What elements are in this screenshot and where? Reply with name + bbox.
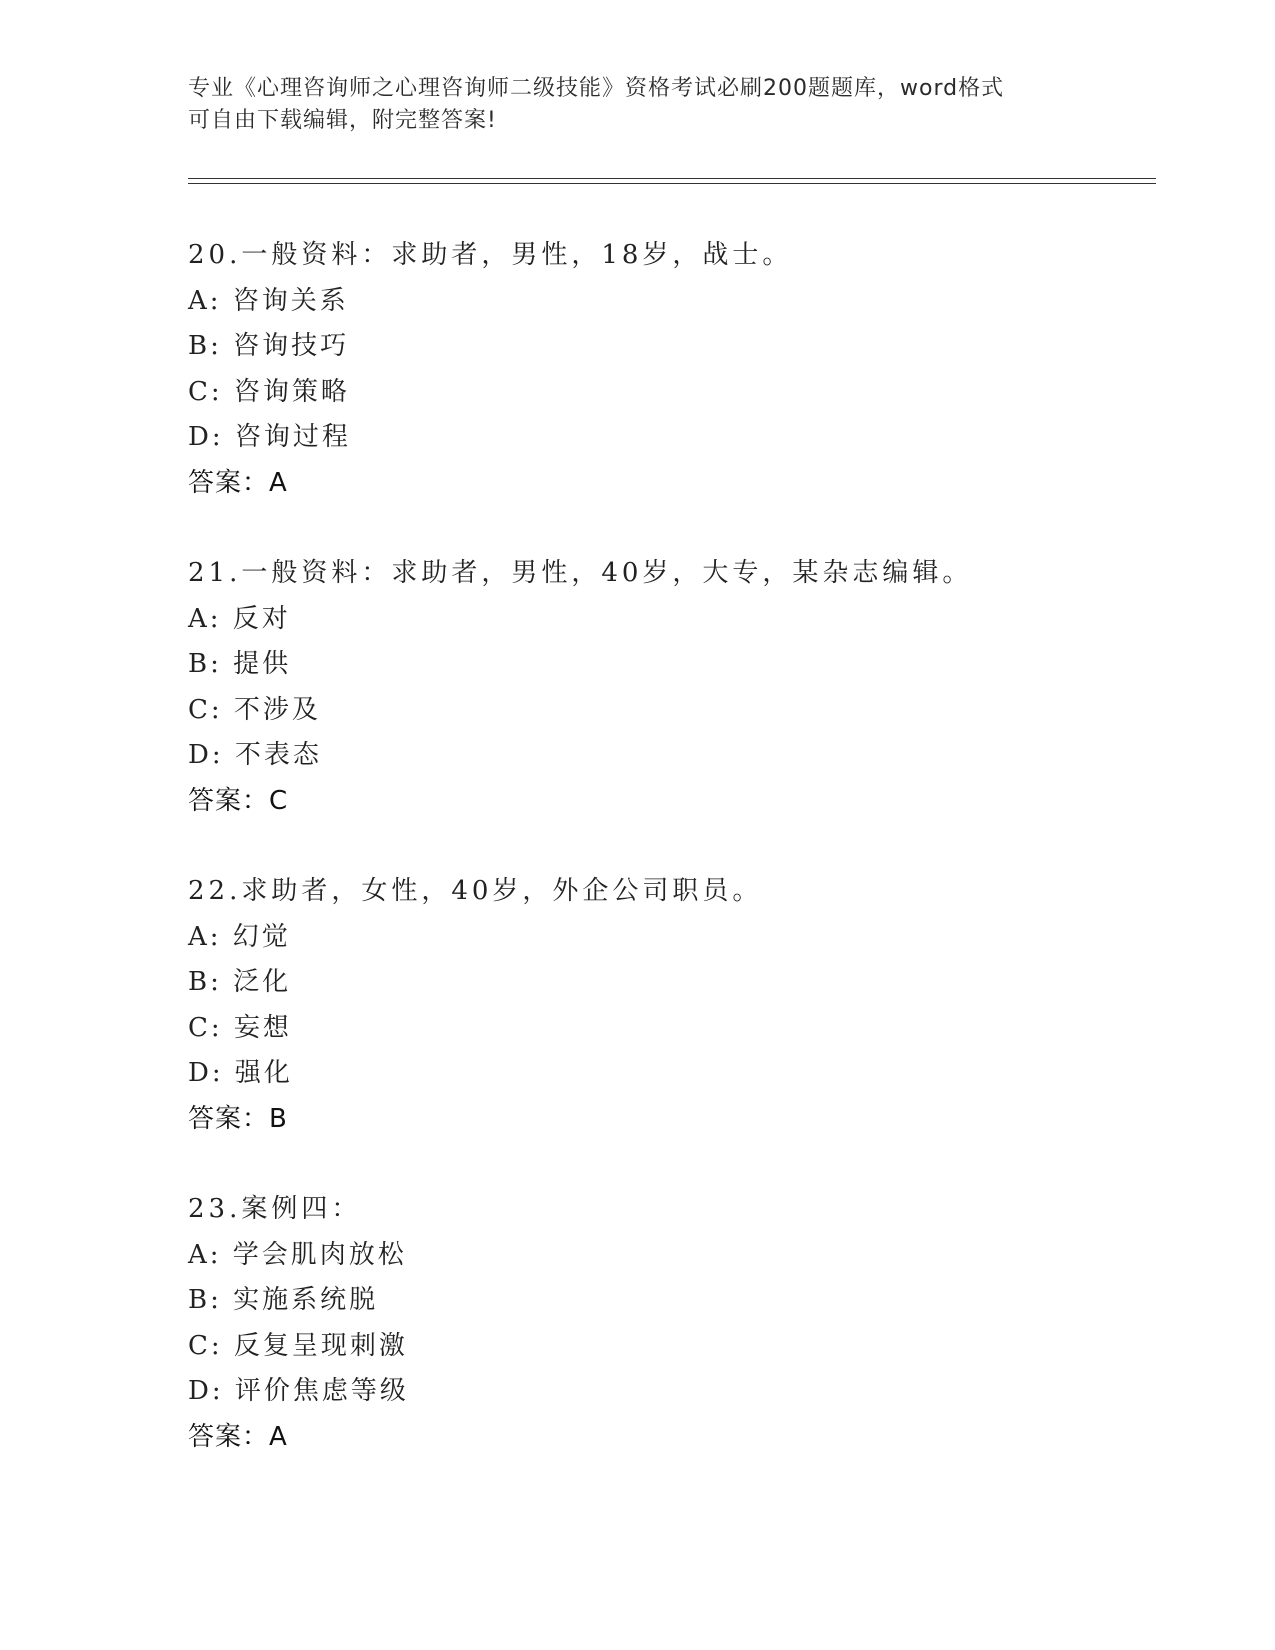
option-b: B: 提供 bbox=[188, 649, 292, 679]
question-title: 22.求助者，女性，40岁，外企公司职员。 bbox=[188, 876, 763, 906]
option-c: C: 妄想 bbox=[188, 1012, 292, 1043]
option-d: D: 咨询过程 bbox=[188, 422, 351, 452]
answer-label: 答案：A bbox=[188, 467, 288, 498]
answer-label: 答案：C bbox=[188, 785, 289, 816]
option-d: D: 评价焦虑等级 bbox=[188, 1376, 409, 1406]
question-block bbox=[188, 1187, 1148, 1460]
question-title: 23.案例四： bbox=[188, 1194, 362, 1224]
header-divider-bottom bbox=[188, 183, 1156, 184]
answer-label: 答案：A bbox=[188, 1421, 288, 1452]
option-c: C: 反复呈现刺激 bbox=[188, 1330, 408, 1361]
option-a: A: 幻觉 bbox=[188, 921, 291, 952]
question-title: 21.一般资料：求助者，男性，40岁，大专，某杂志编辑。 bbox=[188, 558, 973, 588]
header-divider-top bbox=[188, 178, 1156, 179]
option-b: B: 泛化 bbox=[188, 967, 292, 997]
header-line-1: 专业《心理咨询师之心理咨询师二级技能》资格考试必刷200题题库，word格式 bbox=[188, 76, 1005, 101]
option-b: B: 咨询技巧 bbox=[188, 331, 350, 361]
option-d: D: 强化 bbox=[188, 1058, 293, 1088]
question-block bbox=[188, 233, 1148, 506]
question-block bbox=[188, 551, 1148, 824]
option-a: A: 学会肌肉放松 bbox=[188, 1239, 407, 1270]
question-block bbox=[188, 869, 1148, 1142]
option-b: B: 实施系统脱 bbox=[188, 1285, 379, 1315]
option-c: C: 咨询策略 bbox=[188, 376, 350, 407]
option-c: C: 不涉及 bbox=[188, 694, 321, 725]
option-a: A: 反对 bbox=[188, 603, 291, 634]
header-line-2: 可自由下载编辑，附完整答案! bbox=[188, 108, 497, 133]
answer-label: 答案：B bbox=[188, 1103, 288, 1134]
option-a: A: 咨询关系 bbox=[188, 285, 349, 316]
document-header bbox=[188, 73, 1088, 137]
question-title: 20.一般资料：求助者，男性，18岁，战士。 bbox=[188, 240, 793, 270]
option-d: D: 不表态 bbox=[188, 740, 322, 770]
